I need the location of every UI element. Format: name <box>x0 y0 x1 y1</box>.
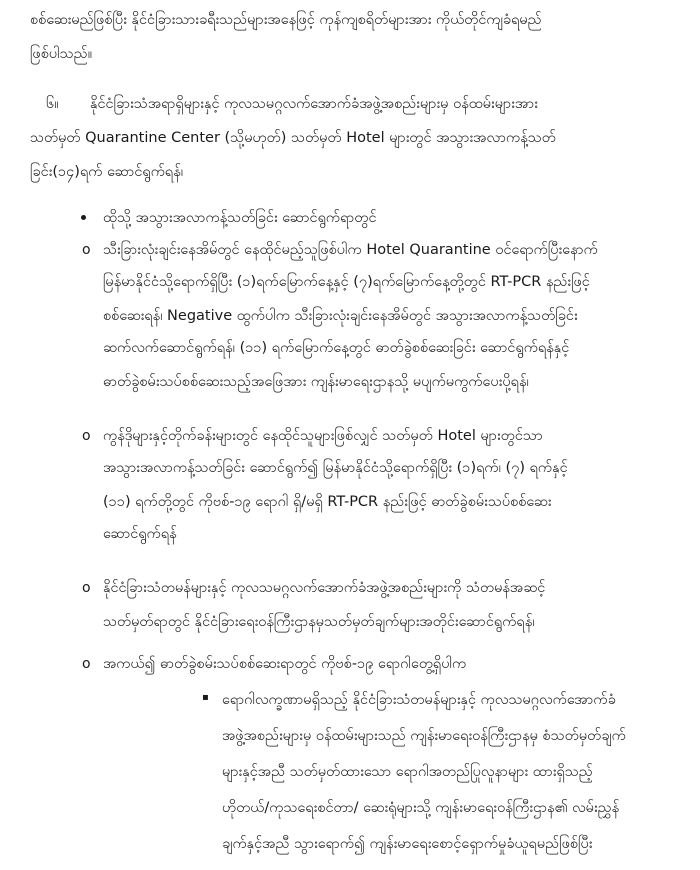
sub-item-3-line-1: နိုင်ငံခြားသံတမန်များနှင့် ကုလသမဂ္ဂလက်အောက်ခံအဖွဲ့အစည်းများကို သံတမန်အဆင့် <box>103 580 546 596</box>
sub-item-3-line-2: သတ်မှတ်ရာတွင် နိုင်ငံခြားရေးဝန်ကြီးဌာနမှသတ်မှတ်ချက်များအတိုင်းဆောင်ရွက်ရန်၊ <box>103 614 535 630</box>
sub-item-1-line-1: သီးခြားလုံးချင်းနေအိမ်တွင် နေထိုင်မည့်သူဖြစ်ပါက Hotel Quarantine ဝင်ရောက်ပြီးနောက် <box>103 242 598 258</box>
sub-sub-item-line-5: ချက်နှင့်အညီ သွားရောက်၍ ကျန်းမာရေးစောင့်ရှောက်မှုခံယူရမည်ဖြစ်ပြီး <box>222 836 593 852</box>
sub-item-2-line-1: ကွန်ဒိုများနှင့်တိုက်ခန်းများတွင် နေထိုင်သူများဖြစ်လျှင် သတ်မှတ် Hotel များတွင်သာ <box>103 428 543 444</box>
section-6-line-3: ခြင်း(၁၄)ရက် ဆောင်ရွက်ရန်၊ <box>30 164 184 180</box>
sub-sub-item-line-4: ဟိုတယ်/ကုသရေးစင်တာ/ ဆေးရုံများသို့ ကျန်းမာရေးဝန်ကြီးဌာန၏ လမ်းညွှန် <box>222 800 620 816</box>
sub-item-1-line-5: ဓာတ်ခွဲစမ်းသပ်စစ်ဆေးသည့်အဖြေအား ကျန်းမာရေးဌာနသို့ မပျက်မကွက်ပေးပို့ရန်၊ <box>103 374 529 390</box>
section-6-line-2: သတ်မှတ် Quarantine Center (သို့မဟုတ်) သတ်မှတ် Hotel များတွင် အသွားအလာကန့်သတ် <box>30 130 556 146</box>
intro-line-1: စစ်ဆေးမည်ဖြစ်ပြီး နိုင်ငံခြားသားခရီးသည်များအနေဖြင့် ကုန်ကျစရိတ်များအား ကိုယ်တိုင်ကျခံရမည် <box>30 12 542 28</box>
bullet-dot-icon <box>81 215 86 220</box>
sub-sub-item-line-1: ရောဂါလက္ခဏာမရှိသည့် နိုင်ငံခြားသံတမန်များနှင့် ကုလသမဂ္ဂလက်အောက်ခံ <box>222 692 616 708</box>
sub-item-2-line-4: ဆောင်ရွက်ရန် <box>103 526 177 542</box>
sub-item-1-line-2: မြန်မာနိုင်ငံသို့ရောက်ရှိပြီး (၁)ရက်မြောက်နေ့နှင့် (၇)ရက်မြောက်နေ့တို့တွင် RT-PCR နည်းဖြင့် <box>103 274 590 290</box>
intro-line-2: ဖြစ်ပါသည်။ <box>30 46 93 62</box>
sub-item-1-line-3: စစ်ဆေးရန်၊ Negative ထွက်ပါက သီးခြားလုံးချင်းနေအိမ်တွင် အသွားအလာကန့်သတ်ခြင်း <box>103 308 578 324</box>
section-6-number: ၆။ <box>46 96 59 112</box>
sub-sub-item-line-2: အဖွဲ့အစည်းများမှ ဝန်ထမ်းများသည် ကျန်းမာရေးဝန်ကြီးဌာနမှ စံသတ်မှတ်ချက် <box>222 728 626 744</box>
sub-item-1-line-4: ဆက်လက်ဆောင်ရွက်ရန်၊ (၁၁) ရက်မြောက်နေ့တွင် ဓာတ်ခွဲစစ်ဆေးခြင်း ဆောင်ရွက်ရန်နှင့် <box>103 340 570 356</box>
sub-item-3-marker: o <box>82 580 91 596</box>
sub-item-4-marker: o <box>82 656 91 672</box>
sub-item-2-line-3: (၁၁) ရက်တို့တွင် ကိုဗစ်-၁၉ ရောဂါ ရှိ/မရှိ RT-PCR နည်းဖြင့် ဓာတ်ခွဲစမ်းသပ်စစ်ဆေး <box>103 494 552 510</box>
sub-item-4-line-1: အကယ်၍ ဓာတ်ခွဲစမ်းသပ်စစ်ဆေးရာတွင် ကိုဗစ်-၁၉ ရောဂါတွေ့ရှိပါက <box>103 656 467 672</box>
sub-item-2-line-2: အသွားအလာကန့်သတ်ခြင်း ဆောင်ရွက်၍ မြန်မာနိုင်ငံသို့ရောက်ရှိပြီး (၁)ရက်၊ (၇) ရက်နှင့် <box>103 460 568 476</box>
sub-sub-item-marker: ▪ <box>202 692 209 703</box>
bullet-main-text: ထိုသို့ အသွားအလာကန့်သတ်ခြင်း ဆောင်ရွက်ရာတွင် <box>103 210 377 226</box>
section-6-line-1: နိုင်ငံခြားသံအရာရှိများနှင့် ကုလသမဂ္ဂလက်အောက်ခံအဖွဲ့အစည်းများမှ ဝန်ထမ်းများအား <box>90 96 538 112</box>
sub-item-1-marker: o <box>82 242 91 258</box>
sub-sub-item-line-3: များနှင့်အညီ သတ်မှတ်ထားသော ရောဂါအတည်ပြုလူနာများ ထားရှိသည့် <box>222 764 593 780</box>
sub-item-2-marker: o <box>82 428 91 444</box>
